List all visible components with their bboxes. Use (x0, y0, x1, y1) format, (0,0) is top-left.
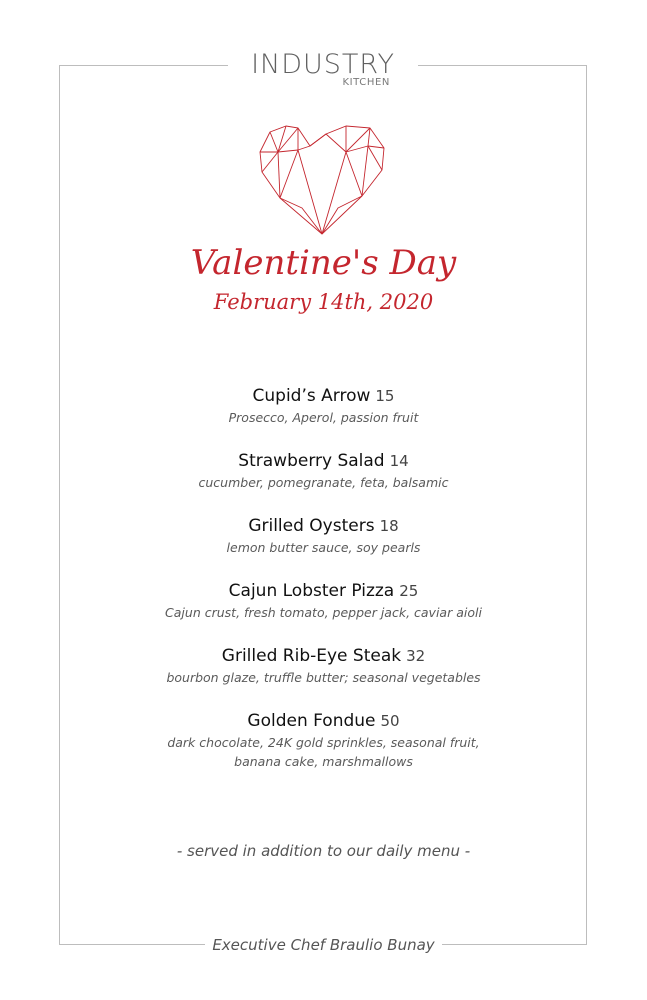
menu-item (0, 644, 647, 709)
item-description: lemon butter sauce, soy pearls (226, 540, 421, 555)
item-description: Prosecco, Aperol, passion fruit (228, 410, 419, 425)
chef-credit: Executive Chef Braulio Bunay (205, 934, 442, 956)
item-price: 18 (379, 517, 399, 535)
item-price: 14 (389, 452, 409, 470)
item-price: 50 (380, 712, 400, 730)
menu-item (0, 579, 647, 644)
item-description: Cajun crust, fresh tomato, pepper jack, caviar aioli (165, 605, 482, 620)
menu-list (0, 384, 647, 774)
item-name: Strawberry Salad (238, 451, 385, 471)
menu-item (0, 449, 647, 514)
item-description: dark chocolate, 24K gold sprinkles, seasonal fruit, (167, 735, 480, 750)
item-name: Golden Fondue (247, 711, 376, 731)
menu-note: - served in addition to our daily menu - (176, 842, 471, 860)
logo-main: INDUSTRY (251, 49, 395, 80)
item-price: 15 (375, 387, 395, 405)
page-title: Valentine's Day (190, 243, 457, 283)
event-date: February 14th, 2020 (213, 290, 434, 314)
item-description: bourbon glaze, truffle butter; seasonal vegetables (166, 670, 481, 685)
item-price: 32 (406, 647, 426, 665)
item-name: Grilled Oysters (248, 516, 375, 536)
item-name: Grilled Rib-Eye Steak (221, 646, 402, 666)
logo (228, 48, 418, 94)
item-price: 25 (399, 582, 419, 600)
geometric-heart-icon (258, 122, 390, 236)
menu-item (0, 384, 647, 449)
menu-item (0, 709, 647, 774)
item-name: Cupid’s Arrow (252, 386, 371, 406)
item-description: cucumber, pomegranate, feta, balsamic (198, 475, 449, 490)
menu-item (0, 514, 647, 579)
logo-sub: KITCHEN (342, 77, 390, 88)
item-name: Cajun Lobster Pizza (228, 581, 395, 601)
item-description-line2: banana cake, marshmallows (234, 754, 413, 769)
